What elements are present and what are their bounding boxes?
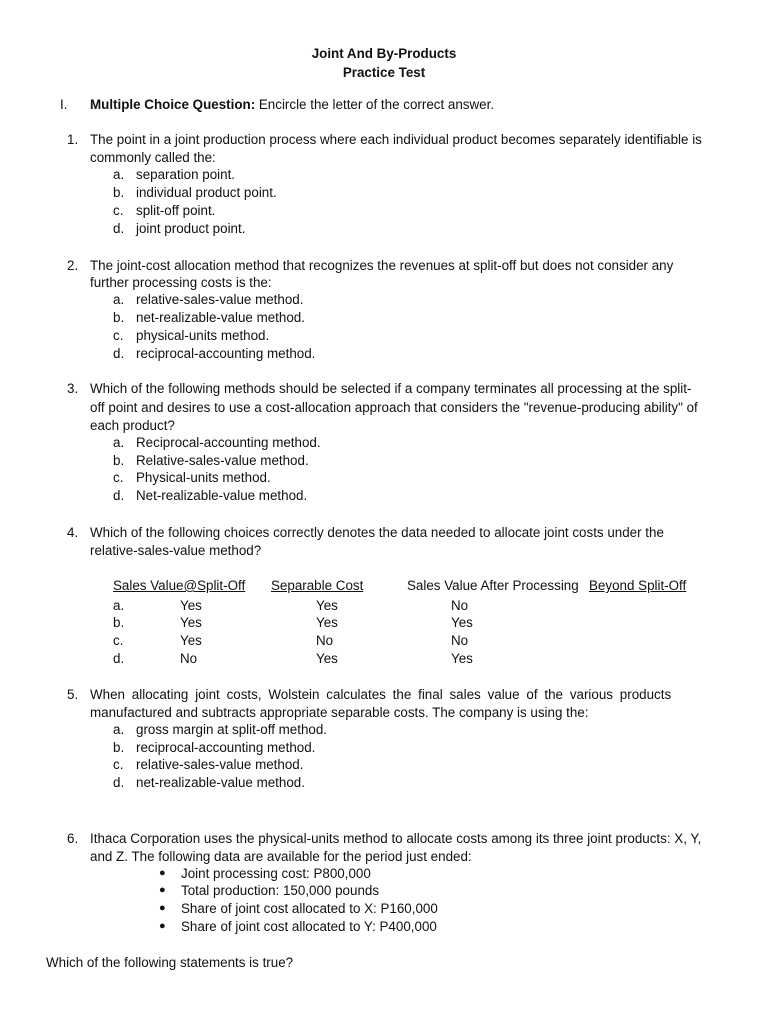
q6-bullet-joint-processing-cost: Joint processing cost: P800,000 xyxy=(181,866,371,881)
q1-option-a-letter: a. xyxy=(113,167,125,182)
q3-option-d: Net-realizable-value method. xyxy=(136,488,308,503)
q4-table-row-d-col3: Yes xyxy=(451,651,473,666)
section-instruction: Encircle the letter of the correct answer. xyxy=(255,97,495,112)
q4-table-row-c-col3: No xyxy=(451,633,469,648)
q5-option-c: relative-sales-value method. xyxy=(136,757,304,772)
q4-table-row-c-col2: No xyxy=(316,633,334,648)
q5-option-b-letter: b. xyxy=(113,740,125,755)
q5-option-a: gross margin at split-off method. xyxy=(136,722,328,737)
q4-table-row-c-letter: c. xyxy=(113,633,124,648)
q5-number: 5. xyxy=(67,687,79,702)
q1-option-d-letter: d. xyxy=(113,221,125,236)
q3-option-c: Physical-units method. xyxy=(136,470,271,485)
q6-stem-line1: Ithaca Corporation uses the physical-units method to allocate costs among its three joint products: X, Y, xyxy=(90,831,702,846)
q4-table-header-sales-value-split-off: Sales Value@Split-Off xyxy=(113,578,246,593)
q4-table-row-d-letter: d. xyxy=(113,651,125,666)
q2-option-a: relative-sales-value method. xyxy=(136,292,304,307)
page-title: Joint And By-Products xyxy=(311,46,457,61)
q4-table-header-beyond-split-off: Beyond Split-Off xyxy=(589,578,687,593)
q4-table-row-d-col1: No xyxy=(180,651,198,666)
q1-option-b: individual product point. xyxy=(136,185,277,200)
q4-table-row-b-col1: Yes xyxy=(180,615,202,630)
q6-bullet-share-y: Share of joint cost allocated to Y: P400,000 xyxy=(181,919,437,934)
q5-option-d: net-realizable-value method. xyxy=(136,775,305,790)
q5-option-d-letter: d. xyxy=(113,775,125,790)
q4-table-row-b-col3: Yes xyxy=(451,615,473,630)
q3-option-b-letter: b. xyxy=(113,453,125,468)
q2-option-c: physical-units method. xyxy=(136,328,270,343)
q1-number: 1. xyxy=(67,132,79,147)
q4-table-row-c-col1: Yes xyxy=(180,633,202,648)
q1-stem-line1: The point in a joint production process where each individual product becomes separately identifiable is xyxy=(90,132,702,147)
q4-table-header-sales-value-after-processing: Sales Value After Processing xyxy=(407,578,579,593)
q2-stem-line1: The joint-cost allocation method that recognizes the revenues at split-off but does not consider any xyxy=(90,258,674,273)
q3-option-b: Relative-sales-value method. xyxy=(136,453,309,468)
q1-option-c-letter: c. xyxy=(113,203,124,218)
q2-option-d-letter: d. xyxy=(113,346,125,361)
q4-stem-line1: Which of the following choices correctly denotes the data needed to allocate joint costs under the xyxy=(90,525,664,540)
q4-table-row-b-col2: Yes xyxy=(316,615,338,630)
q2-option-c-letter: c. xyxy=(113,328,124,343)
footer-question: Which of the following statements is true? xyxy=(46,955,294,970)
q6-bullet-icon: ● xyxy=(159,867,166,879)
q1-option-b-letter: b. xyxy=(113,185,125,200)
q3-option-a-letter: a. xyxy=(113,435,125,450)
q4-stem-line2: relative-sales-value method? xyxy=(90,543,262,558)
q3-option-a: Reciprocal-accounting method. xyxy=(136,435,321,450)
q1-option-d: joint product point. xyxy=(136,221,246,236)
q3-option-c-letter: c. xyxy=(113,470,124,485)
q4-table-row-d-col2: Yes xyxy=(316,651,338,666)
q4-table-row-a-col3: No xyxy=(451,598,469,613)
q6-bullet-total-production: Total production: 150,000 pounds xyxy=(181,883,380,898)
q2-option-b-letter: b. xyxy=(113,310,125,325)
q4-table-row-a-letter: a. xyxy=(113,598,125,613)
q5-stem-line1: When allocating joint costs, Wolstein calculates the final sales value of the various products xyxy=(90,687,672,702)
q4-table-header-separable-cost: Separable Cost xyxy=(271,578,364,593)
q2-option-d: reciprocal-accounting method. xyxy=(136,346,316,361)
q2-stem-line2: further processing costs is the: xyxy=(90,275,272,290)
q3-stem-line1: Which of the following methods should be selected if a company terminates all processing at the split- xyxy=(90,381,692,396)
q6-stem-line2: and Z. The following data are available for the period just ended: xyxy=(90,849,472,864)
q5-option-b: reciprocal-accounting method. xyxy=(136,740,316,755)
section-roman: I. xyxy=(60,97,68,112)
q2-option-b: net-realizable-value method. xyxy=(136,310,305,325)
q3-number: 3. xyxy=(67,381,79,396)
q1-option-c: split-off point. xyxy=(136,203,216,218)
q4-table-row-b-letter: b. xyxy=(113,615,125,630)
q6-bullet-icon: ● xyxy=(159,902,166,914)
q5-option-a-letter: a. xyxy=(113,722,125,737)
q3-stem-line3: each product? xyxy=(90,418,175,433)
q2-option-a-letter: a. xyxy=(113,292,125,307)
q4-table-row-a-col2: Yes xyxy=(316,598,338,613)
q1-option-a: separation point. xyxy=(136,167,236,182)
q4-table-row-a-col1: Yes xyxy=(180,598,202,613)
section-heading xyxy=(90,97,494,112)
q3-stem-line2: off point and desires to use a cost-allocation approach that considers the "revenue-producing ability" of xyxy=(90,400,698,415)
q1-stem-line2: commonly called the: xyxy=(90,150,216,165)
q6-bullet-icon: ● xyxy=(159,884,166,896)
q6-number: 6. xyxy=(67,831,79,846)
q5-option-c-letter: c. xyxy=(113,757,124,772)
section-heading-label: Multiple Choice Question: xyxy=(90,97,256,112)
q4-number: 4. xyxy=(67,525,79,540)
q5-stem-line2: manufactured and subtracts appropriate separable costs. The company is using the: xyxy=(90,705,589,720)
q2-number: 2. xyxy=(67,258,79,273)
q6-bullet-icon: ● xyxy=(159,920,166,932)
q3-option-d-letter: d. xyxy=(113,488,125,503)
q6-bullet-share-x: Share of joint cost allocated to X: P160,000 xyxy=(181,901,438,916)
page-subtitle: Practice Test xyxy=(342,65,426,80)
